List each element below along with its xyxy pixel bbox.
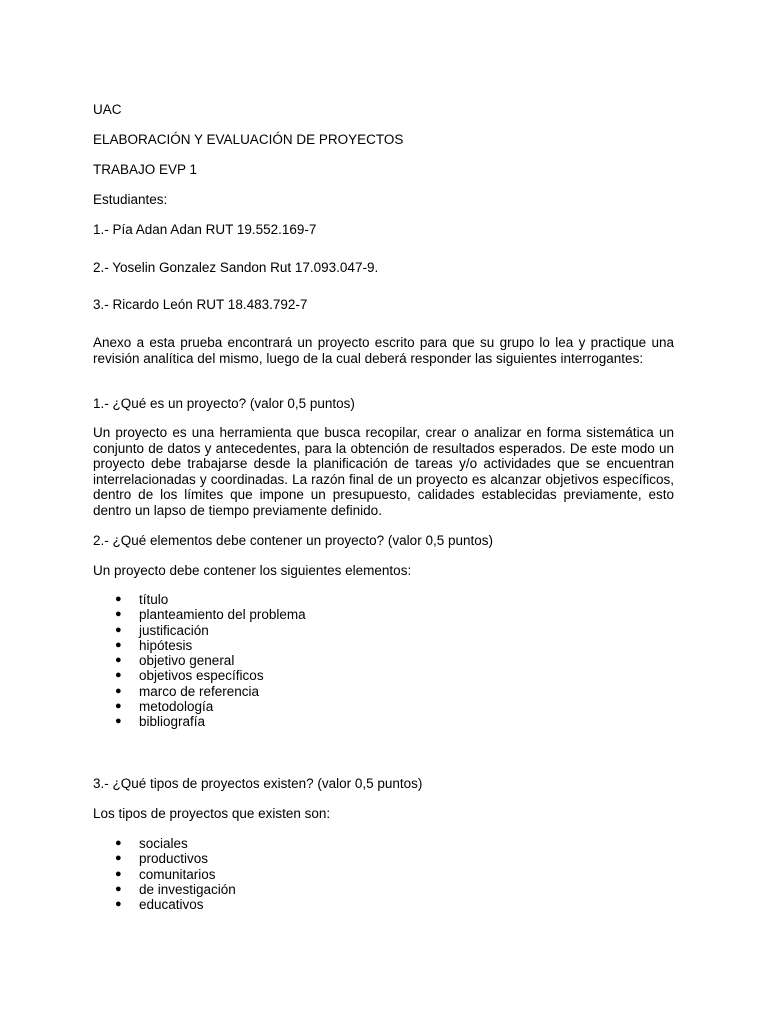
question-1: 1.- ¿Qué es un proyecto? (valor 0,5 puntos) [93,396,355,411]
list-item: ● marco de referencia [115,683,260,699]
list-item: ● educativos [115,897,204,912]
question-2: 2.- ¿Qué elementos debe contener un proyecto? (valor 0,5 puntos) [93,533,493,548]
bullet-icon: ● [115,608,122,621]
bullet-icon: ● [115,699,122,712]
list-item: ● comunitarios [115,866,216,882]
bullet-icon: ● [115,837,122,849]
answer-2-intro: Un proyecto debe contener los siguientes elementos: [93,563,412,578]
bullet-icon: ● [115,623,122,636]
list-item: ● bibliografía [115,714,206,729]
bullet-icon: ● [115,593,122,605]
answer-3-intro: Los tipos de proyectos que existen son: [93,806,331,821]
list-item: ● objetivos específicos [115,668,264,684]
student-3: 3.- Ricardo León RUT 18.483.792-7 [93,297,308,312]
course-title: ELABORACIÓN Y EVALUACIÓN DE PROYECTOS [93,132,404,147]
list-item: ● título [115,592,169,607]
bullet-icon: ● [115,852,122,865]
assignment-title: TRABAJO EVP 1 [93,162,198,177]
student-2: 2.- Yoselin Gonzalez Sandon Rut 17.093.047-9. [93,260,379,275]
list-item: ● hipótesis [115,637,193,653]
bullet-icon: ● [115,867,122,880]
bullet-icon: ● [115,882,122,895]
students-label: Estudiantes: [93,192,168,207]
bullet-icon: ● [115,654,122,666]
bullet-icon: ● [115,898,122,910]
answer-1: Un proyecto es una herramienta que busca recopilar, crear o analizar en forma sistemática un conjunto de datos y antecedentes, para la obtención de resultados esperados. De este modo un proyecto debe trabajarse desde la planificación de tareas y/o actividades que se encuentran interrelacionadas y coordinadas. La razón final de un proyecto es alcanzar objetivos específicos, dentro de los límites que impone un presupuesto, calidades establecidas previamente, esto dentro un lapso de tiempo previamente definido. [93,425,674,518]
list-item: ● productivos [115,851,209,867]
bullet-icon: ● [115,669,122,682]
list-item: ● sociales [115,836,188,851]
student-1: 1.- Pía Adan Adan RUT 19.552.169-7 [93,222,317,237]
question-3: 3.- ¿Qué tipos de proyectos existen? (valor 0,5 puntos) [93,776,423,791]
elements-list [93,592,306,729]
institution-heading: UAC [93,102,122,117]
list-item: ● de investigación [115,881,236,897]
list-item: ● justificación [115,622,209,638]
list-item: ● metodología [115,698,214,714]
bullet-icon: ● [115,715,122,727]
intro-paragraph: Anexo a esta prueba encontrará un proyecto escrito para que su grupo lo lea y practique una revisión analítica del mismo, luego de la cual deberá responder las siguientes interrogantes: [93,335,674,366]
bullet-icon: ● [115,638,122,651]
types-list [93,836,236,912]
list-item: ● objetivo general [115,653,235,668]
list-item: ● planteamiento del problema [115,607,306,623]
bullet-icon: ● [115,684,122,697]
